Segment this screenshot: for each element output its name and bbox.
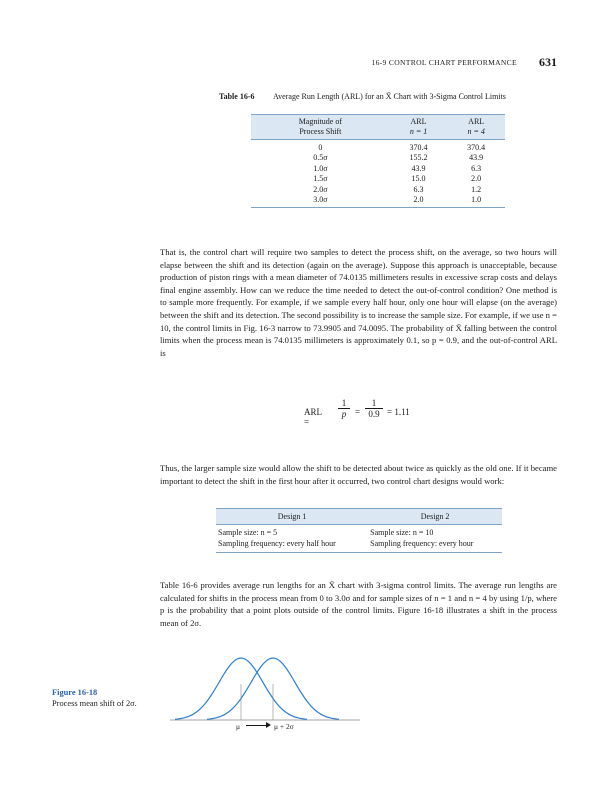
section-title: 16-9 CONTROL CHART PERFORMANCE: [371, 58, 517, 67]
page-number: 631: [539, 55, 557, 69]
eq-lhs: ARL =: [304, 407, 322, 427]
design-table: [216, 508, 502, 553]
table-row: 1.5σ 15.0 2.0: [313, 174, 482, 184]
design-header-row: [216, 509, 502, 525]
col-header-arl-n1: ARL n = 1: [409, 117, 428, 136]
fraction-1-over-0.9: $\frac{1}{0.9}$: [365, 398, 383, 420]
arl-table: [251, 114, 505, 208]
eq-equals: =: [355, 407, 361, 417]
table-header-row: [251, 115, 505, 140]
table-row: 2.0σ 6.3 1.2: [313, 184, 482, 194]
table-row: 0 370.4 370.4: [318, 143, 486, 152]
col-header-arl-n4: ARL n = 4: [467, 117, 485, 136]
table-row: 0.5σ 155.2 43.9: [313, 153, 484, 163]
paragraph-3: Table 16-6 provides average run lengths for an X̄ chart with 3-sigma control limits. The average run lengths are calculated for shifts in the process mean from 0 to 3.0σ and for sample sizes of n = 1 and n = 4 by using 1/p, where p is the probability that a point plots outside of the control limits. Figure 16-18 illustrates a shift in the process mean of 2σ.: [160, 580, 557, 628]
figure-title: Figure 16-18: [52, 688, 98, 697]
arrow-head-icon: [266, 722, 271, 728]
col-header-shift: Magnitude of Process Shift: [298, 117, 343, 136]
paragraph-1: That is, the control chart will require two samples to detect the process shift, on the average, so two hours will elapse between the shift and its detection (again on the average). Suppose this approach is unacceptable, because production of piston rings with a mean diameter of 74.0135 millimeters results in excessive scrap costs and delays final engine assembly. How can we reduce the time needed to detect the out-of-control condition? One method is to sample more frequently. For example, if we sample every half hour, only one hour will elapse (on the average) between the shift and its detection. The second possibility is to increase the sample size. For example, if we use n = 10, the control limits in Fig. 16-3 narrow to 73.9905 and 74.0095. The probability of X̄ falling between the control limits when the process mean is 74.0135 millimeters is approximately 0.1, so p = 0.9, and the out-of-control ARL is: [160, 247, 557, 358]
running-header: [0, 56, 609, 70]
paragraph-2: Thus, the larger sample size would allow the shift to be detected about twice as quickly as the old one. If it became important to detect the shift in the first hour after it occurred, two control chart designs would work:: [160, 463, 557, 486]
col-header-design-1: Design 1: [277, 512, 307, 521]
table-label: Table 16-6: [219, 92, 255, 101]
figure-description: Process mean shift of 2σ.: [52, 699, 137, 708]
figure-caption: [52, 687, 152, 709]
eq-result: = 1.11: [387, 407, 410, 417]
table-row: 1.0σ 43.9 6.3: [313, 163, 482, 173]
table-row: 3.0σ 2.0 1.0: [313, 195, 482, 205]
fraction-1-over-p: $\frac{1}{p}$: [338, 398, 350, 420]
table-row: Sample size: n = 5 Sample size: n = 10: [218, 528, 434, 537]
mean-shift-figure: [170, 650, 360, 730]
shift-arrow-icon: [246, 725, 268, 726]
col-header-design-2: Design 2: [420, 512, 450, 521]
label-mu: μ: [236, 722, 241, 731]
table-row: Sampling frequency: every half hour Sampling frequency: every hour: [218, 538, 474, 548]
table-caption-text: Average Run Length (ARL) for an X̄ Chart with 3-Sigma Control Limits: [273, 92, 506, 101]
label-mu-plus-2sigma: μ + 2σ: [274, 722, 294, 731]
